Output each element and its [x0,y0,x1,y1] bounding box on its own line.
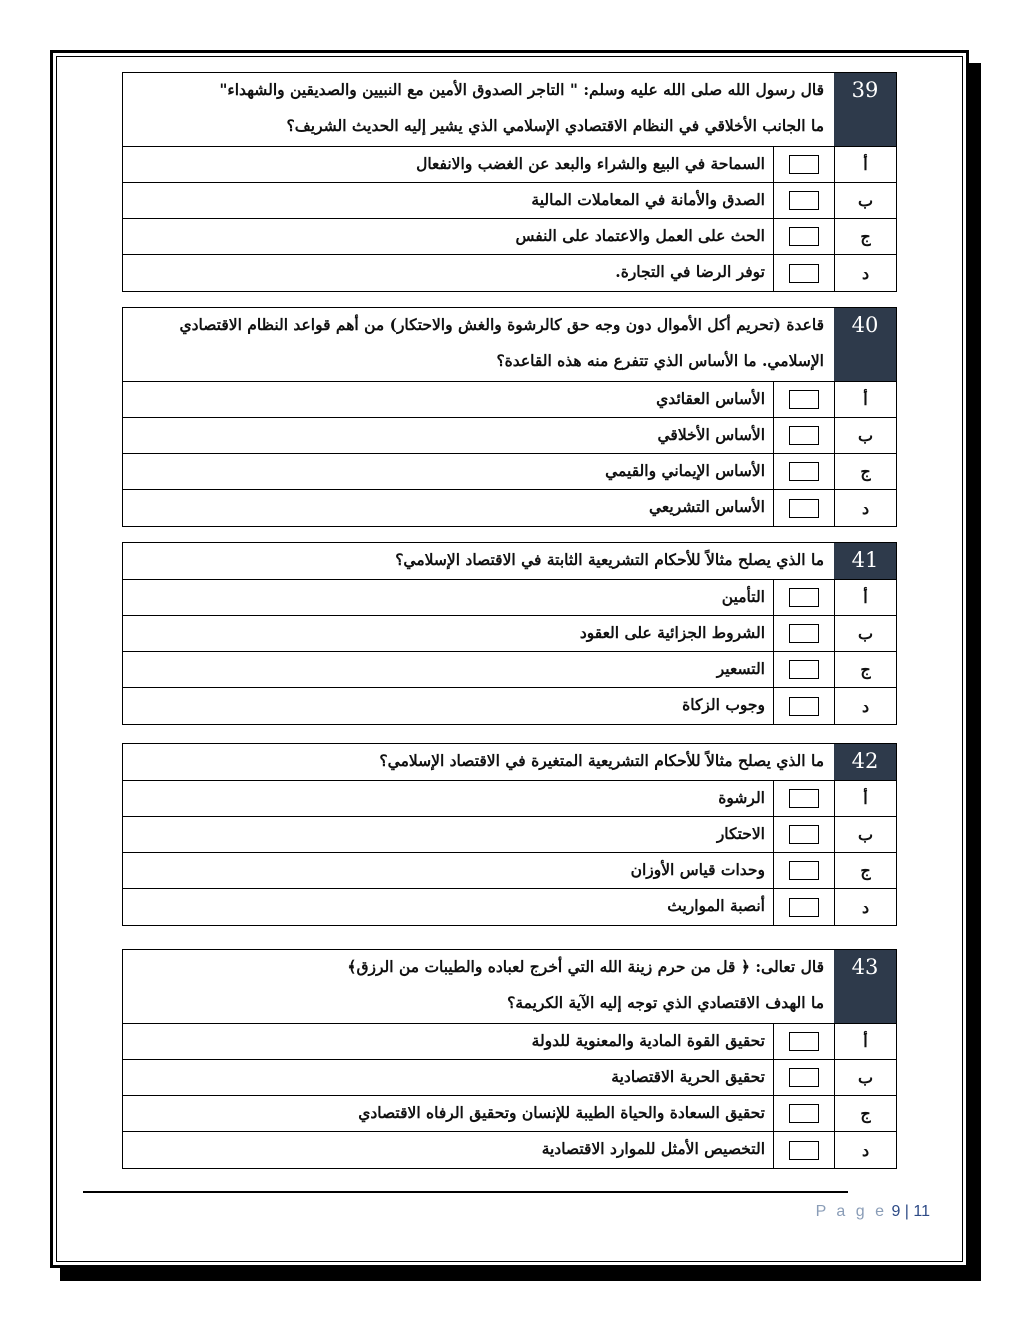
option-text: الأساس الإيماني والقيمي [605,461,765,480]
question-line: ما الهدف الاقتصادي الذي توجه إليه الآية الكريمة؟ [507,993,824,1012]
question-line: ما الجانب الأخلاقي في النظام الاقتصادي الإسلامي الذي يشير إليه الحديث الشريف؟ [286,116,824,135]
option-row [123,219,896,255]
option-text: الأساس الأخلاقي [657,425,765,444]
question-text [129,308,824,380]
answer-cell [773,1132,834,1168]
option-letter: أ [834,781,896,816]
question-43 [122,949,897,1169]
option-letter: ج [834,454,896,489]
question-header [123,73,896,147]
option-letter: أ [834,382,896,417]
question-number: 39 [834,73,896,146]
question-header [123,950,896,1024]
option-row [123,183,896,219]
answer-checkbox[interactable] [789,825,819,844]
option-row [123,1024,896,1060]
option-text: التسعير [716,659,765,678]
answer-checkbox[interactable] [789,588,819,607]
option-letter: أ [834,580,896,615]
answer-cell [773,1024,834,1059]
answer-checkbox[interactable] [789,789,819,808]
question-41 [122,542,897,725]
option-row [123,853,896,889]
question-line: الإسلامي. ما الأساس الذي تتفرع منه هذه القاعدة؟ [496,351,824,370]
option-row [123,817,896,853]
option-text: الشروط الجزائية على العقود [579,623,765,642]
answer-checkbox[interactable] [789,227,819,246]
option-letter: ب [834,616,896,651]
option-text: الحث على العمل والاعتماد على النفس [515,226,765,245]
option-row [123,889,896,925]
answer-cell [773,418,834,453]
option-row [123,688,896,724]
option-row [123,616,896,652]
question-line: قاعدة (تحريم أكل الأموال دون وجه حق كالرشوة والغش والاحتكار) من أهم قواعد النظام الاقتصادي [179,315,824,334]
answer-checkbox[interactable] [789,660,819,679]
option-text: تحقيق السعادة والحياة الطيبة للإنسان وتحقيق الرفاه الاقتصادي [358,1103,765,1122]
answer-cell [773,817,834,852]
question-text [129,73,824,145]
option-row [123,418,896,454]
answer-checkbox[interactable] [789,861,819,880]
question-header [123,744,896,781]
answer-cell [773,382,834,417]
option-row [123,580,896,616]
option-text: الأساس العقائدي [656,389,765,408]
question-header [123,543,896,580]
option-letter: أ [834,147,896,182]
answer-checkbox[interactable] [789,191,819,210]
option-row [123,1132,896,1168]
option-row [123,652,896,688]
option-text: الرشوة [718,788,765,807]
option-letter: ج [834,219,896,254]
question-number: 41 [834,543,896,579]
option-text: تحقيق الحرية الاقتصادية [611,1067,765,1086]
answer-cell [773,652,834,687]
option-text: الصدق والأمانة في المعاملات المالية [531,190,765,209]
answer-checkbox[interactable] [789,264,819,283]
footer-divider [83,1191,848,1193]
answer-cell [773,147,834,182]
question-number: 40 [834,308,896,381]
answer-cell [773,454,834,489]
answer-cell [773,183,834,218]
question-line: قال تعالى: ﴿ قل من حرم زينة الله التي أخرج لعباده والطيبات من الرزق﴾ [347,957,824,976]
question-line: قال رسول الله صلى الله عليه وسلم: " التاجر الصدوق الأمين مع النبيين والصديقين والشهداء" [219,80,824,99]
option-letter: ب [834,183,896,218]
option-row [123,382,896,418]
answer-checkbox[interactable] [789,426,819,445]
answer-checkbox[interactable] [789,155,819,174]
answer-checkbox[interactable] [789,1141,819,1160]
answer-checkbox[interactable] [789,898,819,917]
question-header [123,308,896,382]
option-row [123,454,896,490]
option-text: الاحتكار [716,824,765,843]
answer-cell [773,255,834,291]
answer-cell [773,781,834,816]
option-text: وحدات قياس الأوزان [630,860,765,879]
option-letter: د [834,490,896,526]
answer-cell [773,1060,834,1095]
option-letter: د [834,889,896,925]
answer-checkbox[interactable] [789,499,819,518]
option-text: تحقيق القوة المادية والمعنوية للدولة [531,1031,765,1050]
option-text: التخصيص الأمثل للموارد الاقتصادية [541,1139,765,1158]
option-text: التأمين [721,587,765,606]
option-letter: ب [834,418,896,453]
option-row [123,1096,896,1132]
question-text [129,950,824,1022]
answer-checkbox[interactable] [789,1068,819,1087]
answer-cell [773,490,834,526]
answer-cell [773,580,834,615]
question-text [129,543,824,579]
answer-checkbox[interactable] [789,624,819,643]
option-letter: د [834,688,896,724]
answer-checkbox[interactable] [789,462,819,481]
page-footer [800,1203,930,1221]
answer-checkbox[interactable] [789,697,819,716]
option-letter: ب [834,817,896,852]
answer-checkbox[interactable] [789,1032,819,1051]
option-row [123,781,896,817]
option-letter: ج [834,853,896,888]
option-text: توفر الرضا في التجارة. [615,262,765,281]
answer-checkbox[interactable] [789,1104,819,1123]
option-letter: ب [834,1060,896,1095]
option-text: أنصبة المواريث [667,896,765,915]
answer-cell [773,219,834,254]
option-row [123,490,896,526]
question-number: 43 [834,950,896,1023]
option-letter: د [834,255,896,291]
answer-cell [773,688,834,724]
option-text: السماحة في البيع والشراء والبعد عن الغضب والانفعال [416,154,765,173]
option-letter: ج [834,652,896,687]
answer-cell [773,616,834,651]
option-row [123,147,896,183]
answer-checkbox[interactable] [789,390,819,409]
answer-cell [773,853,834,888]
question-39 [122,72,897,292]
answer-cell [773,889,834,925]
question-line: ما الذي يصلح مثالاً للأحكام التشريعية الثابتة في الاقتصاد الإسلامي؟ [395,550,824,569]
option-text: وجوب الزكاة [682,695,765,714]
question-42 [122,743,897,926]
option-text: الأساس التشريعي [649,497,765,516]
option-letter: ج [834,1096,896,1131]
option-row [123,1060,896,1096]
question-text [129,744,824,780]
question-40 [122,307,897,527]
answer-cell [773,1096,834,1131]
option-letter: د [834,1132,896,1168]
option-letter: أ [834,1024,896,1059]
option-row [123,255,896,291]
question-line: ما الذي يصلح مثالاً للأحكام التشريعية المتغيرة في الاقتصاد الإسلامي؟ [379,751,824,770]
question-number: 42 [834,744,896,780]
page-label: P a g e [815,1203,887,1220]
page-number: 9 | 11 [891,1203,930,1220]
